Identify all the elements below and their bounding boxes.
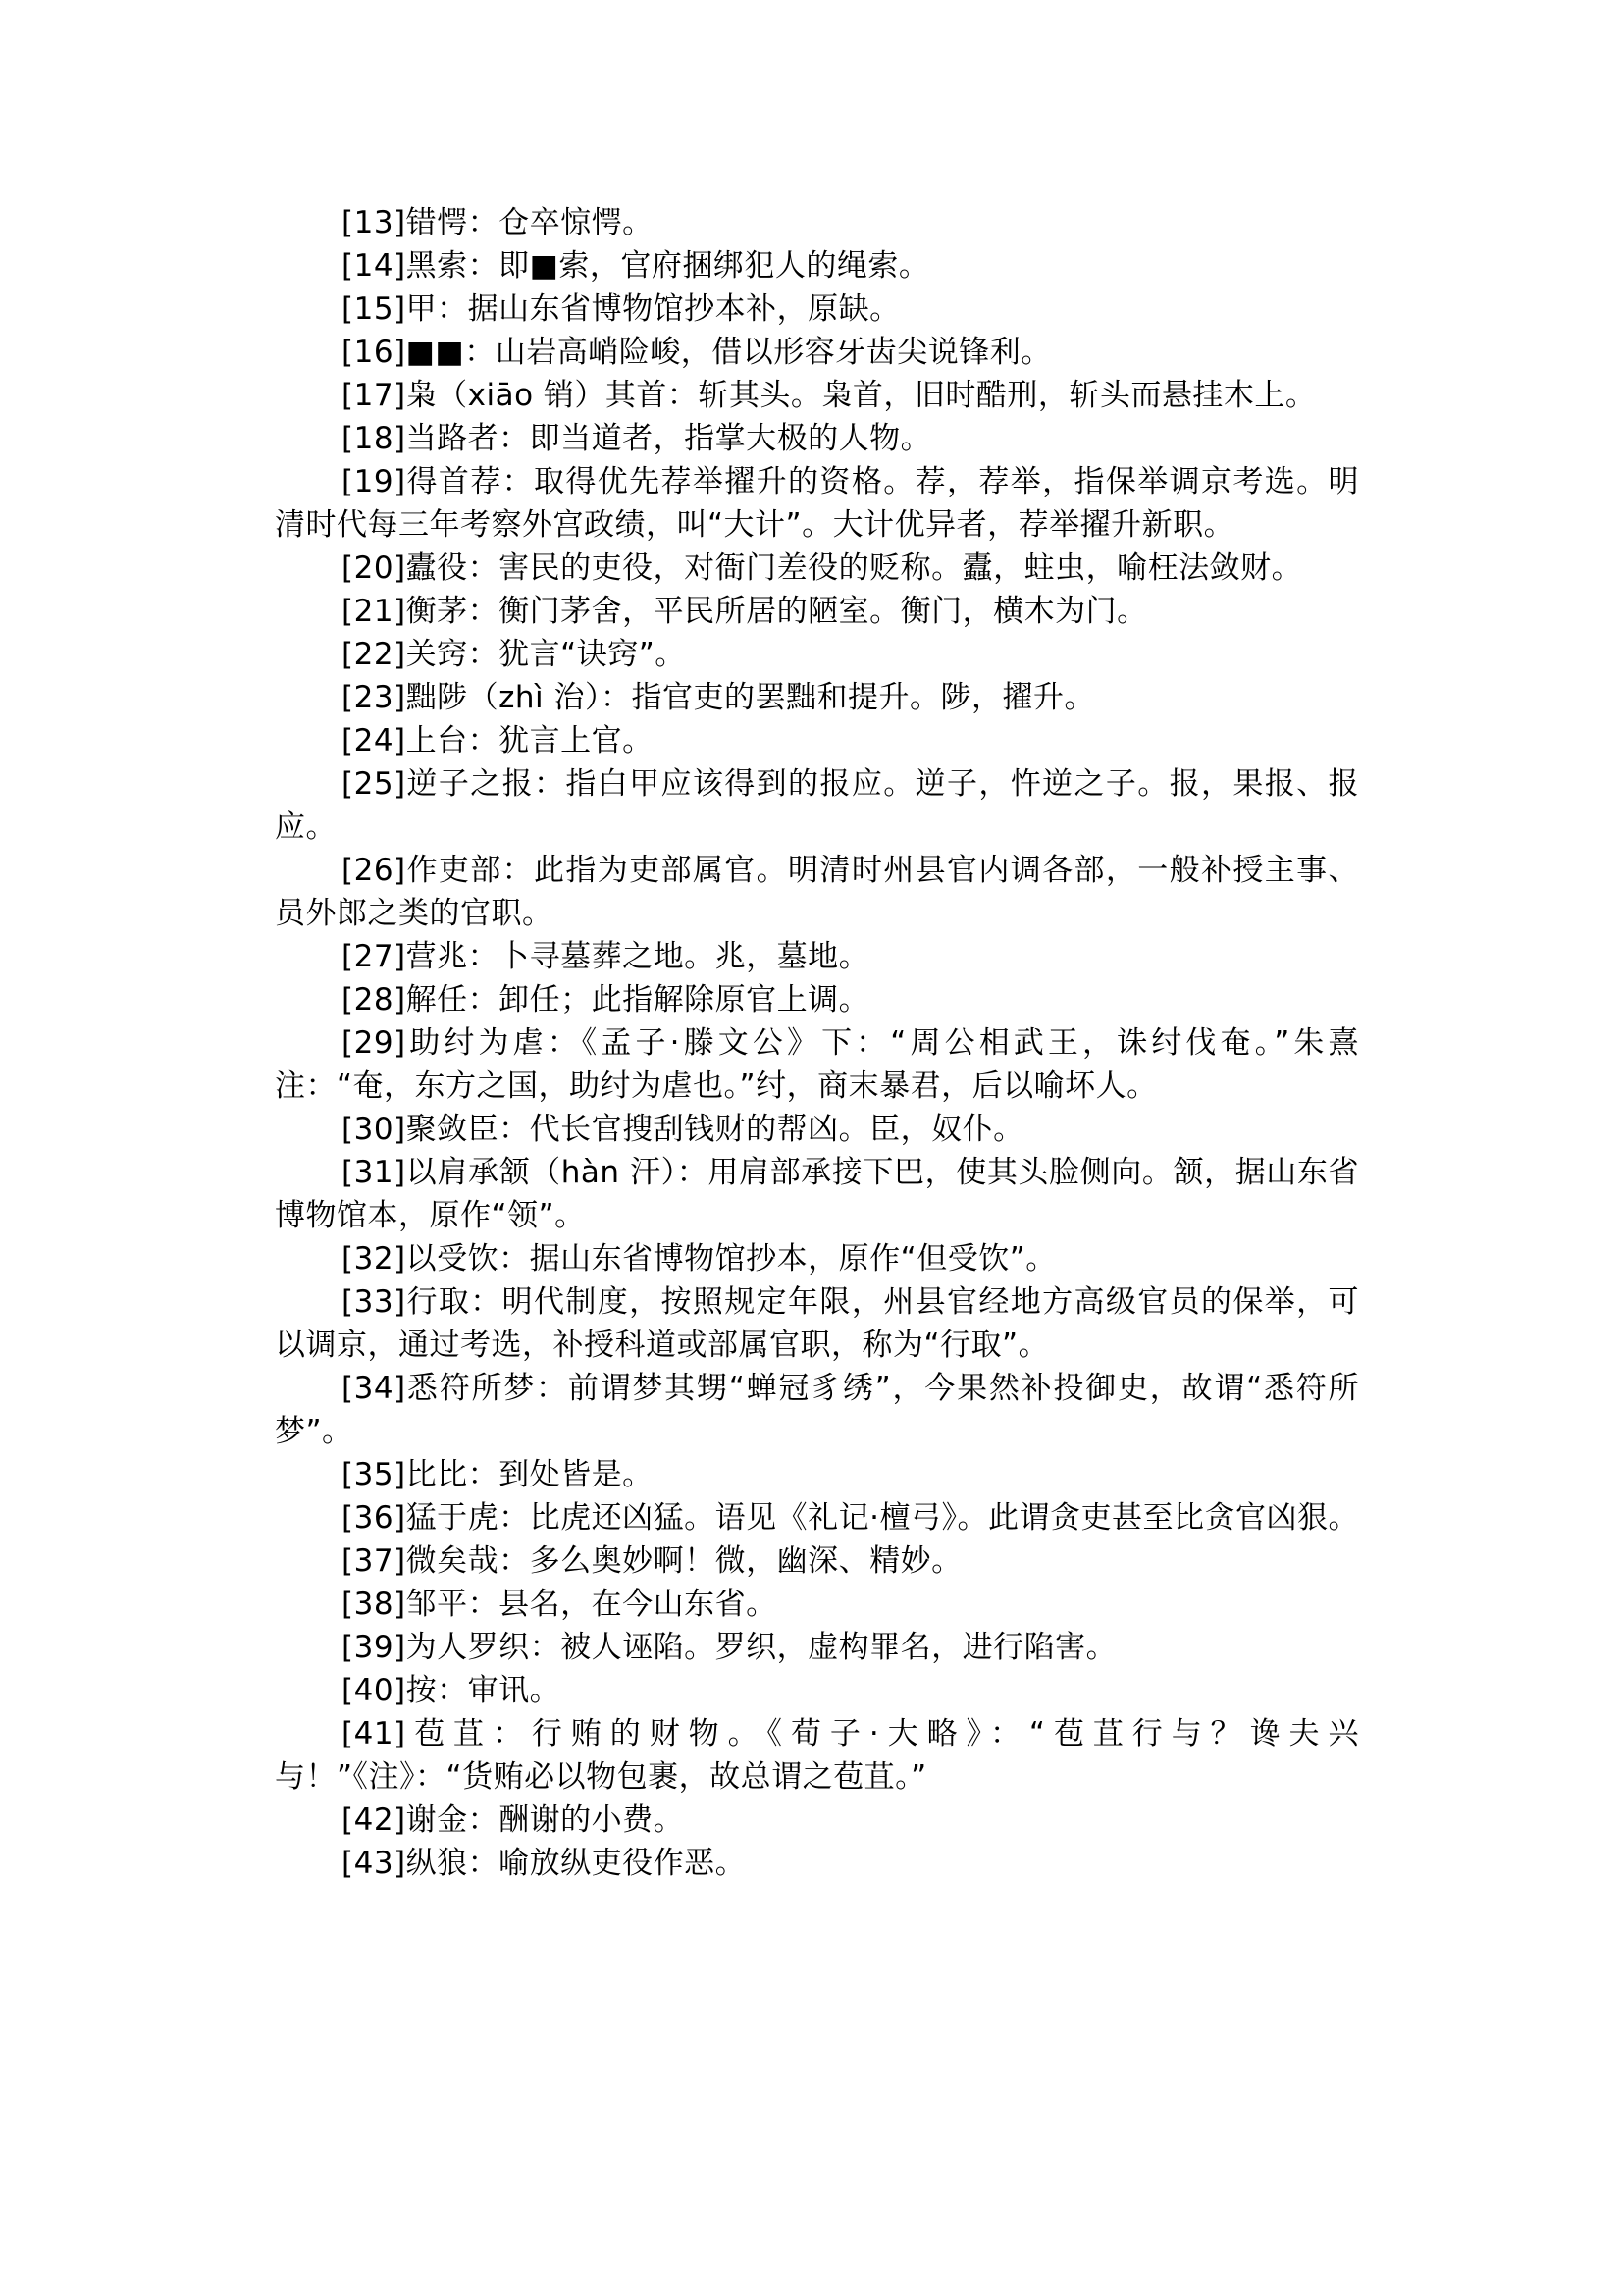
note-37: [37]微矣哉：多么奥妙啊！微，幽深、精妙。 (341, 1543, 963, 1579)
note-25: [25]逆子之报：指白甲应该得到的报应。逆子，忤逆之子。报，果报、报应。 (275, 766, 1359, 845)
note-18: [18]当路者：即当道者，指掌大极的人物。 (341, 421, 932, 456)
note-21: [21]衡茅：衡门茅舍，平民所居的陋室。衡门，横木为门。 (341, 594, 1148, 629)
note-40: [40]按：审讯。 (341, 1673, 561, 1708)
note-24: [24]上台：犹言上官。 (341, 723, 654, 758)
note-35: [35]比比：到处皆是。 (341, 1457, 654, 1492)
note-28: [28]解任：卸任；此指解除原官上调。 (341, 982, 870, 1017)
note-39: [39]为人罗织：被人诬陷。罗织，虚构罪名，进行陷害。 (341, 1630, 1118, 1665)
note-19: [19]得首荐：取得优先荐举擢升的资格。荐，荐举，指保举调京考选。明清时代每三年考察外宫政绩，叫“大计”。大计优异者，荐举擢升新职。 (275, 464, 1359, 543)
note-29: [29]助纣为虐：《孟子·滕文公》下：“周公相武王，诛纣伐奄。”朱熹注：“奄，东方之国，助纣为虐也。”纣，商末暴君，后以喻坏人。 (275, 1025, 1359, 1104)
note-23: [23]黜陟（zhì 治）：指官吏的罢黜和提升。陟，擢升。 (341, 680, 1096, 715)
note-30: [30]聚敛臣：代长官搜刮钱财的帮凶。臣，奴仆。 (341, 1112, 1024, 1147)
note-17: [17]枭（xiāo 销）其首：斩其头。枭首，旧时酷刑，斩头而悬挂木上。 (341, 378, 1317, 413)
note-36: [36]猛于虎：比虎还凶猛。语见《礼记·檀弓》。此谓贪吏甚至比贪官凶狠。 (341, 1500, 1359, 1536)
note-14: [14]黑索：即■索，官府捆绑犯人的绳索。 (341, 248, 930, 284)
note-27: [27]营兆：卜寻墓葬之地。兆，墓地。 (341, 939, 870, 974)
note-43: [43]纵狼：喻放纵吏役作恶。 (341, 1846, 747, 1881)
note-41: [41]苞苴：行贿的财物。《荀子·大略》：“苞苴行与？谗夫兴与！”《注》：“货贿必以物包裹，故总谓之苞苴。” (275, 1716, 1359, 1795)
annotation-list (275, 201, 1359, 1885)
note-31: [31]以肩承颔（hàn 汗）：用肩部承接下巴，使其头脸侧向。颔，据山东省博物馆本，原作“领”。 (275, 1155, 1359, 1233)
note-16: [16]■■：山岩高峭险峻，借以形容牙齿尖说锋利。 (341, 335, 1052, 370)
note-38: [38]邹平：县名，在今山东省。 (341, 1587, 777, 1622)
note-15: [15]甲：据山东省博物馆抄本补，原缺。 (341, 291, 901, 327)
note-26: [26]作吏部：此指为吏部属官。明清时州县官内调各部，一般补授主事、员外郎之类的官职。 (275, 853, 1359, 931)
note-34: [34]悉符所梦：前谓梦其甥“蝉冠豸绣”，今果然补投御史，故谓“悉符所梦”。 (275, 1371, 1359, 1449)
note-22: [22]关窍：犹言“诀窍”。 (341, 637, 686, 672)
note-13: [13]错愕：仓卒惊愕。 (341, 205, 654, 240)
note-42: [42]谢金：酬谢的小费。 (341, 1802, 685, 1838)
note-20: [20]蠹役：害民的吏役，对衙门差役的贬称。蠹，蛀虫，喻枉法敛财。 (341, 550, 1303, 586)
note-33: [33]行取：明代制度，按照规定年限，州县官经地方高级官员的保举，可以调京，通过考选，补授科道或部属官职，称为“行取”。 (275, 1284, 1359, 1363)
note-32: [32]以受饮：据山东省博物馆抄本，原作“但受饮”。 (341, 1241, 1057, 1277)
